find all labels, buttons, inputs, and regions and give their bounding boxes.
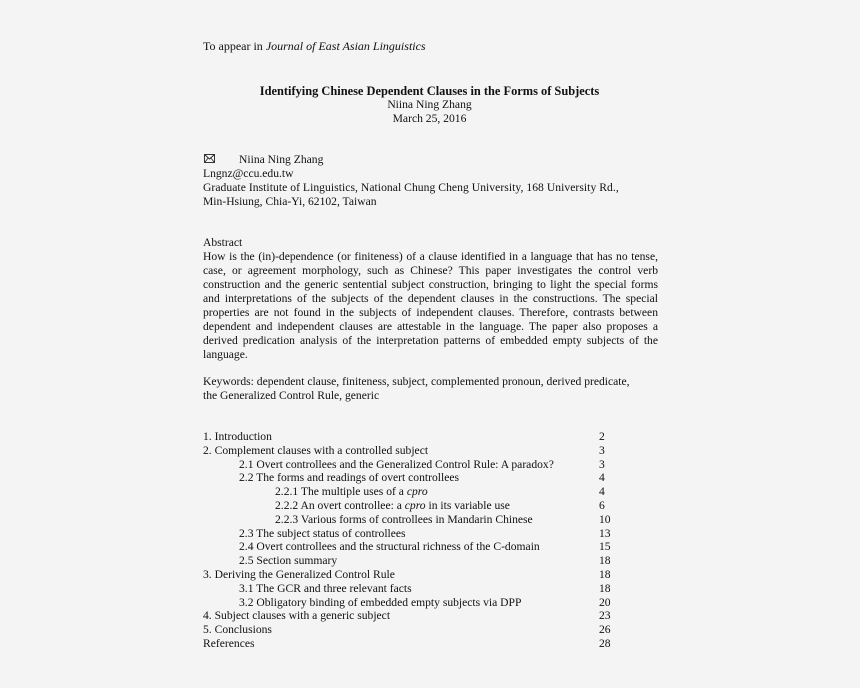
toc-page-number: 15 [599, 540, 611, 554]
toc-entry-label [203, 444, 428, 458]
toc-entry-label [239, 596, 521, 610]
toc-entry[interactable] [203, 471, 613, 485]
toc-entry[interactable] [203, 568, 613, 582]
author-name: Niina Ning Zhang [387, 98, 472, 111]
toc-entry-label [239, 582, 412, 596]
toc-entry-label [275, 499, 510, 513]
paper-title: Identifying Chinese Dependent Clauses in the Forms of Subjects [259, 84, 600, 98]
toc-entry[interactable] [203, 596, 613, 610]
contact-address-line1: Graduate Institute of Linguistics, National Chung Cheng University, 168 University Rd., [203, 181, 619, 194]
toc-entry-label [203, 623, 272, 637]
toc-entry-label [203, 430, 272, 444]
toc-label-text: 3. Deriving the Generalized Control Rule [203, 568, 395, 581]
toc-page-number: 20 [599, 595, 611, 609]
publication-note [203, 39, 426, 53]
toc-entry[interactable] [203, 540, 613, 554]
abstract-heading: Abstract [203, 236, 243, 249]
toc-page-number: 18 [599, 568, 611, 581]
toc-page-number: 6 [599, 499, 605, 512]
toc-entry[interactable] [203, 554, 613, 568]
envelope-icon [204, 154, 215, 163]
toc-label-text: References [203, 637, 255, 650]
toc-label-text: 2.2.1 The multiple uses of a [275, 485, 407, 499]
toc-entry[interactable] [203, 444, 613, 458]
toc-page-number: 13 [599, 526, 611, 540]
toc-entry[interactable] [203, 513, 613, 527]
toc-label-text: 5. Conclusions [203, 623, 272, 637]
toc-entry[interactable] [203, 527, 613, 541]
toc-label-text: 2.2.2 An overt controllee: a [275, 499, 405, 512]
toc-entry[interactable] [203, 499, 613, 513]
toc-label-italic: cpro [404, 499, 426, 512]
contact-email[interactable]: Lngnz@ccu.edu.tw [203, 167, 294, 180]
toc-entry-label [203, 609, 390, 623]
toc-entry-label [203, 637, 255, 651]
toc-page-number: 3 [599, 443, 605, 457]
toc-label-text: 3.2 Obligatory binding of embedded empty subjects via DPP [239, 595, 522, 609]
keywords-line1: Keywords: dependent clause, finiteness, subject, complemented pronoun, derived predicate, [203, 375, 630, 388]
contact-address-line2: Min-Hsiung, Chia-Yi, 62102, Taiwan [203, 195, 377, 208]
toc-entry[interactable] [203, 485, 613, 499]
toc-entry-label [239, 527, 406, 541]
toc-page-number: 4 [599, 471, 605, 485]
contact-name: Niina Ning Zhang [239, 153, 324, 166]
toc-label-text: 2.3 The subject status of controllees [239, 526, 406, 540]
toc-entry-label [239, 540, 540, 554]
toc-page-number: 18 [599, 581, 611, 595]
toc-entry[interactable] [203, 623, 613, 637]
toc-page-number: 10 [599, 512, 611, 526]
toc-page-number: 23 [599, 609, 611, 623]
toc-label-text: 2.1 Overt controllees and the Generalized Control Rule: A paradox? [239, 457, 554, 471]
toc-page-number: 3 [599, 457, 605, 471]
toc-label-text: 2.2 The forms and readings of overt controllees [239, 471, 460, 485]
toc-entry-label [203, 568, 395, 582]
toc-entry[interactable] [203, 609, 613, 623]
keywords-line2: the Generalized Control Rule, generic [203, 389, 380, 402]
toc-entry-label [239, 471, 459, 485]
journal-name: Journal of East Asian Linguistics [265, 39, 426, 53]
appear-prefix: To appear in [203, 39, 266, 53]
toc-label-text: 2.2.3 Various forms of controllees in Mandarin Chinese [275, 512, 533, 526]
paper-date: March 25, 2016 [392, 112, 467, 125]
toc-entry[interactable] [203, 430, 613, 444]
toc-entry[interactable] [203, 637, 613, 651]
toc-label-text: 3.1 The GCR and three relevant facts [239, 581, 412, 595]
toc-page-number: 26 [599, 623, 611, 637]
toc-label-suffix: in its variable use [425, 499, 510, 512]
toc-label-italic: cpro [406, 485, 428, 499]
toc-label-text: 1. Introduction [203, 430, 272, 443]
toc-entry[interactable] [203, 582, 613, 596]
toc-page-number: 28 [599, 637, 611, 650]
toc-entry-label [239, 458, 554, 472]
toc-entry-label [239, 554, 337, 568]
toc-entry-label [275, 513, 533, 527]
toc-page-number: 18 [599, 554, 611, 568]
toc-label-text: 4. Subject clauses with a generic subject [203, 609, 391, 623]
toc-entry[interactable] [203, 458, 613, 472]
toc-page-number: 4 [599, 485, 605, 499]
toc-label-text: 2. Complement clauses with a controlled subject [203, 443, 429, 457]
toc-entry-label [275, 485, 428, 499]
abstract-text: How is the (in)-dependence (or finiteness) of a clause identified in a language that has no tense, case, or agreement morphology, such as Chinese? This paper investigates the control verb construction and the generic sentential subject construction, bringing to light the special forms and interpretations of the subjects of the dependent clauses in the constructions. The special properties are not found in the subjects of independent clauses. Therefore, contrasts between dependent and independent clauses are attestable in the language. The paper also proposes a derived predication analysis of the interpretation patterns of embedded empty subjects of the language. [203, 250, 658, 361]
toc-label-text: 2.5 Section summary [239, 554, 338, 568]
toc-label-text: 2.4 Overt controllees and the structural richness of the C-domain [239, 540, 540, 554]
toc-page-number: 2 [599, 430, 605, 443]
